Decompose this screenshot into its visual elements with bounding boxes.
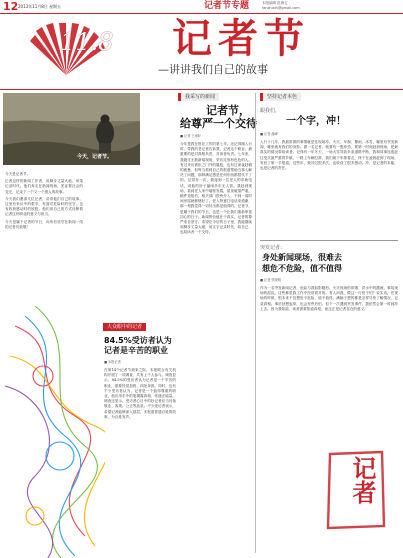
masthead-date: 11.8	[60, 28, 114, 56]
email-line: fanzhixin@gmail.com	[262, 6, 300, 10]
right-bottom-headline-line1: 身处新闻现场，很难去	[262, 253, 342, 262]
right-bottom-headline-line2: 想危不危险，值不值得	[262, 264, 342, 273]
swirl-illustration	[5, 306, 105, 558]
lead-paragraph: 记者这样的新闻工作者，用脚步丈量大地，用笔记录时代。他们奔走在新闻现场，见证着社会的变迁，记录下一个又一个感人的故事。	[5, 179, 83, 194]
middle-section-tag: 我采写的新闻	[178, 93, 219, 101]
right-top-headline: 一个字，冲！	[286, 116, 346, 127]
date-line: 2013年11月8日 星期五	[18, 4, 62, 9]
feature-photo	[3, 93, 140, 165]
middle-headline-line2: 给尊严一个交待	[180, 117, 257, 130]
right-bottom-byline: ■ 记者 张晓明	[260, 278, 281, 282]
masthead-rule	[0, 89, 403, 90]
survey-section-tag: 大众眼中的记者	[103, 323, 146, 331]
editor-line: 本版编辑 范海宝	[262, 1, 288, 5]
masthead-title: 记者节	[172, 15, 310, 62]
lead-article	[5, 172, 83, 230]
survey-byline: ■ 本报记者	[104, 360, 121, 364]
masthead-subtitle: —讲讲我们自己的故事	[158, 63, 268, 76]
column-divider	[255, 93, 256, 553]
survey-headline-line1: 84.5%受访者认为	[104, 336, 172, 345]
middle-byline: ■ 记者 王雨轩	[180, 134, 201, 138]
survey-headline-line2: 记者是辛苦的职业	[104, 346, 168, 355]
masthead	[0, 15, 403, 88]
page-number: 12	[3, 0, 19, 13]
stamp-text: 记者	[348, 456, 377, 504]
lead-paragraph: 今天我们邀请几位记者，讲讲他们自己的故事。这里有采访中的艰辛，有面对危险时的坚守，也有收获感动时的欣慰。他们用自己的方式诠释着记者这份职业的意义与担当。	[5, 196, 83, 217]
photo-scene	[3, 93, 140, 165]
right-top-kicker: 跟我们，	[260, 108, 281, 114]
reporter-stamp	[324, 450, 386, 530]
right-bottom-rule	[260, 240, 398, 241]
right-bottom-body: 作为一名突发新闻记者，危险与我如影随形。火灾现场的浓烟、洪水中的激流、事故现场的混乱，这些都是我工作中经常面对的。有人问我，做这一行怕不怕？说实话，在现场的时候，根本来不及想危不危险、值不值得，满脑子想的都是怎样尽快了解情况、记录真相。事后回想起来，也会有些后怕，但下一次遇到突发事件，我依然会第一时间冲上去。因为我知道，读者需要知道真相，而这正是记者存在的意义。	[260, 286, 398, 311]
right-top-body: 入行十几年，我最常做的事情就是往现场冲。火灾、车祸、暴雨、冰雪，哪里有突发新闻，哪里就有我们的身影。做一名记者，就要有一股冲劲，要第一时间赶到现场，把最真实的情况带给读者。记得有一年冬天，一场大雪导致多条道路中断，我和同事连夜赶往受灾最严重的乡镇，一路上车辆打滑，我们就下车推着走，终于在凌晨赶到了现场，发回了第一手报道。这些年，我冲过很多次，也收获了很多感动。冲，是记者的本能，也是记者的责任。	[260, 140, 398, 171]
page-header	[0, 0, 403, 14]
middle-headline-line1: 记者节，	[206, 104, 250, 117]
lead-paragraph: 今天是属于记者的节日，向所有坚守在新闻一线的记者们致敬！	[5, 219, 83, 229]
right-top-section-tag: 坚持记者本色	[260, 93, 301, 101]
section-title: 记者节专题	[204, 1, 250, 11]
right-top-byline: ■ 记者 潘峰	[260, 132, 278, 136]
right-bottom-tag: 突发记者：	[260, 245, 286, 251]
middle-body: 今年是我在报社工作的第七年。还记得刚入行时，带我的老记者告诉我，记者这个职业，最重要的是对真相负责，对读者负责。七年来，我跑过无数新闻现场，采访过形形色色的人。有过采访被拒之门外的尴尬，也有过深夜赶稿的疲惫，但每当看到自己的报道帮助当事人解决了问题，那种满足感是任何东西都替代不了的。记得有一次，我接到一位老人的求助电话，说他的房子漏雨多年无人管。我赶到现场，看到老人家中墙壁发霉，屋顶破损严重。稿件见报后，相关部门很快介入，不到一周时间房屋就修缮好了。老人特意打电话来道谢，那一刻我觉得一切付出都是值得的。记者节，是属于我们的节日，也是一个让我们重新审视初心的日子。新闻的价值在于真实，记者的尊严来自坚守。希望在今后的日子里，我能继续用脚步丈量大地，用文字记录时代，给自己、也给读者一个交待。	[180, 142, 252, 235]
lead-paragraph: 今天是记者节。	[5, 172, 31, 176]
survey-body: 在第14个记者节到来之际，本报联合有关机构开展了一项调查，共有上千人参与。调查显示，84.5%的受访者认为记者是一个辛苦的职业，需要经常加班、四处奔波。同时，也有不少受访者认为，记者是一个值得尊重的职业，他们用手中的笔揭露真相、传递正能量。调查还显示，受访者心目中的好记者应当具备敬业、客观、公正等品质。不少受访者表示，希望记者能够深入基层，多报道普通百姓的故事，为百姓发声。	[104, 368, 176, 419]
photo-caption: 今天，记者节。	[77, 154, 113, 160]
